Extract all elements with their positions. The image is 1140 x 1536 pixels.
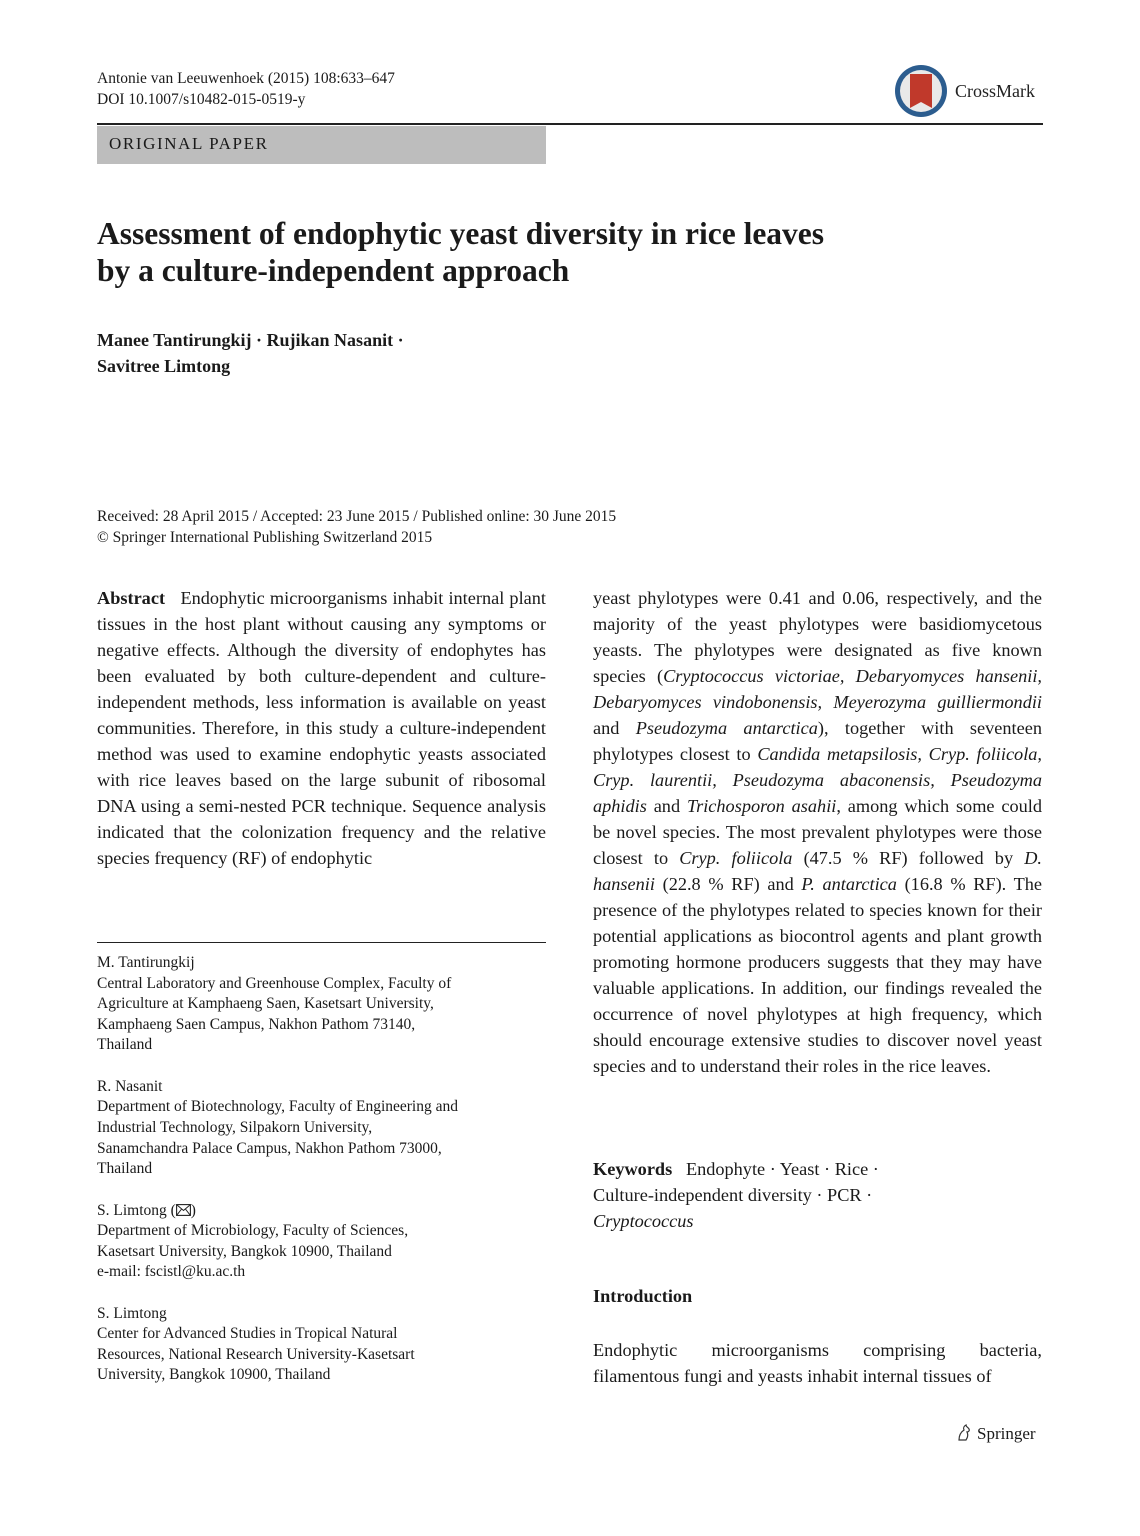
dates-line: Received: 28 April 2015 / Accepted: 23 June 2015 / Published online: 30 June 2015	[97, 508, 617, 525]
abstract-text: and	[646, 796, 687, 816]
springer-label: Springer	[977, 1424, 1036, 1443]
affiliation-entry	[97, 1077, 546, 1180]
keywords-label: Keywords	[593, 1159, 673, 1179]
affiliation-line: University, Bangkok 10900, Thailand	[97, 1366, 331, 1384]
title-line-2: by a culture-independent approach	[97, 253, 570, 288]
affiliation-line: Central Laboratory and Greenhouse Complex, Faculty of	[97, 974, 452, 992]
affiliation-name: R. Nasanit	[97, 1077, 163, 1095]
species-name: Trichosporon asahii	[686, 796, 837, 816]
affiliation-name-text: S. Limtong (	[97, 1201, 176, 1219]
affiliation-line: Department of Biotechnology, Faculty of Engineering and	[97, 1098, 458, 1116]
abstract-label: Abstract	[97, 588, 166, 608]
paper-type-band: ORIGINAL PAPER	[97, 126, 546, 164]
affiliation-line: Center for Advanced Studies in Tropical Natural	[97, 1325, 398, 1343]
affiliation-entry	[97, 1201, 546, 1283]
introduction-heading: Introduction	[593, 1286, 693, 1306]
springer-footer	[955, 1424, 1036, 1444]
abstract-text-left: Endophytic microorganisms inhabit internal plant tissues in the host plant without causing any symptoms or negative effects. Although the diversity of endophytes has been evaluated by both culture-dependent and culture-independent methods, less information is available on yeast communities. Therefore, in this study a culture-independent method was used to examine endophytic yeasts associated with rice leaves based on the large subunit of ribosomal DNA using a semi-nested PCR technique. Sequence analysis indicated that the colonization frequency and the relative species frequency (RF) of endophytic	[97, 588, 546, 868]
affiliation-line: Thailand	[97, 1160, 153, 1178]
affiliation-name-end: )	[190, 1201, 196, 1219]
abstract-left-column	[97, 585, 546, 871]
crossmark-label[interactable]: CrossMark	[955, 81, 1035, 101]
species-names: Candida metapsilosis, Cryp. foliicola, Cryp. laurentii, Pseudozyma abaconensis, Pseudozyma aphidis	[593, 744, 1042, 816]
affiliation-rule	[97, 942, 546, 943]
abstract-text: ), together with seventeen phylotypes closest to	[593, 718, 1042, 764]
abstract-text: (47.5 % RF) followed by	[792, 848, 1025, 868]
affiliation-name	[97, 1201, 546, 1222]
affiliation-line: Kasetsart University, Bangkok 10900, Thailand	[97, 1242, 392, 1260]
affiliation-line: Sanamchandra Palace Campus, Nakhon Pathom 73000,	[97, 1139, 442, 1157]
crossmark-icon	[895, 65, 947, 117]
keywords-line-1: Endophyte · Yeast · Rice ·	[685, 1159, 879, 1179]
affiliation-name: S. Limtong	[97, 1304, 167, 1322]
publication-dates	[97, 506, 616, 548]
introduction-text: Endophytic microorganisms comprising bacteria, filamentous fungi and yeasts inhabit internal tissues of	[593, 1340, 1042, 1386]
keywords-line-2: Culture-independent diversity · PCR ·	[593, 1185, 873, 1205]
header-rule	[97, 123, 1043, 125]
abstract-text: (22.8 % RF) and	[654, 874, 802, 894]
doi-line[interactable]: DOI 10.1007/s10482-015-0519-y	[97, 91, 306, 108]
copyright-line: © Springer International Publishing Switzerland 2015	[97, 529, 433, 546]
affiliation-name: M. Tantirungkij	[97, 954, 195, 971]
species-name: D. hansenii	[593, 848, 1042, 894]
journal-line: Antonie van Leeuwenhoek (2015) 108:633–647	[97, 70, 395, 87]
species-name: P. antarctica	[801, 874, 897, 894]
authors-line-2: Savitree Limtong	[97, 356, 231, 376]
authors-line-1: Manee Tantirungkij · Rujikan Nasanit ·	[97, 330, 404, 350]
abstract-text: , among which some could be novel species. The most prevalent phylotypes were those closest to	[593, 796, 1042, 868]
keywords-line-3: Cryptococcus	[593, 1211, 694, 1231]
species-names: Cryptococcus victoriae, Debaryomyces hansenii, Debaryomyces vindobonensis, Meyerozyma guilliermondii	[593, 666, 1042, 712]
affiliation-line: Department of Microbiology, Faculty of Sciences,	[97, 1222, 409, 1240]
article-title	[97, 215, 947, 289]
affiliation-line: Thailand	[97, 1036, 153, 1054]
affiliation-entry	[97, 953, 546, 1056]
abstract-text: yeast phylotypes were 0.41 and 0.06, respectively, and the majority of the yeast phylotypes were basidiomycetous yeasts. The phylotypes were designated as five known species (	[593, 588, 1042, 686]
affiliation-line: Kamphaeng Saen Campus, Nakhon Pathom 73140,	[97, 1015, 416, 1033]
abstract-right-column	[593, 585, 1042, 1079]
species-name: Cryp. foliicola	[679, 848, 793, 868]
title-line-1: Assessment of endophytic yeast diversity in rice leaves	[97, 216, 825, 251]
springer-horse-icon	[955, 1424, 973, 1442]
affiliation-line: Industrial Technology, Silpakorn University,	[97, 1118, 373, 1136]
journal-citation	[97, 68, 395, 110]
author-list	[97, 327, 404, 379]
affiliations	[97, 953, 546, 1407]
abstract-text: (16.8 % RF). The presence of the phylotypes related to species known for their potential applications as biocontrol agents and plant growth promoting hormone producers suggests that they may have valuable applications. In addition, our findings revealed the occurrence of novel phylotypes at high frequency, which should encourage extensive studies to discover novel yeast species and to understand their roles in the rice leaves.	[593, 874, 1042, 1076]
affiliation-line: Resources, National Research University-Kasetsart	[97, 1345, 415, 1363]
species-name: Pseudozyma antarctica	[635, 718, 818, 738]
affiliation-email[interactable]: e-mail: fscistl@ku.ac.th	[97, 1263, 246, 1281]
affiliation-entry	[97, 1304, 546, 1386]
envelope-icon[interactable]	[176, 1204, 191, 1216]
abstract-text: and	[593, 718, 636, 738]
keywords-block	[593, 1156, 1042, 1234]
affiliation-line: Agriculture at Kamphaeng Saen, Kasetsart University,	[97, 995, 434, 1013]
